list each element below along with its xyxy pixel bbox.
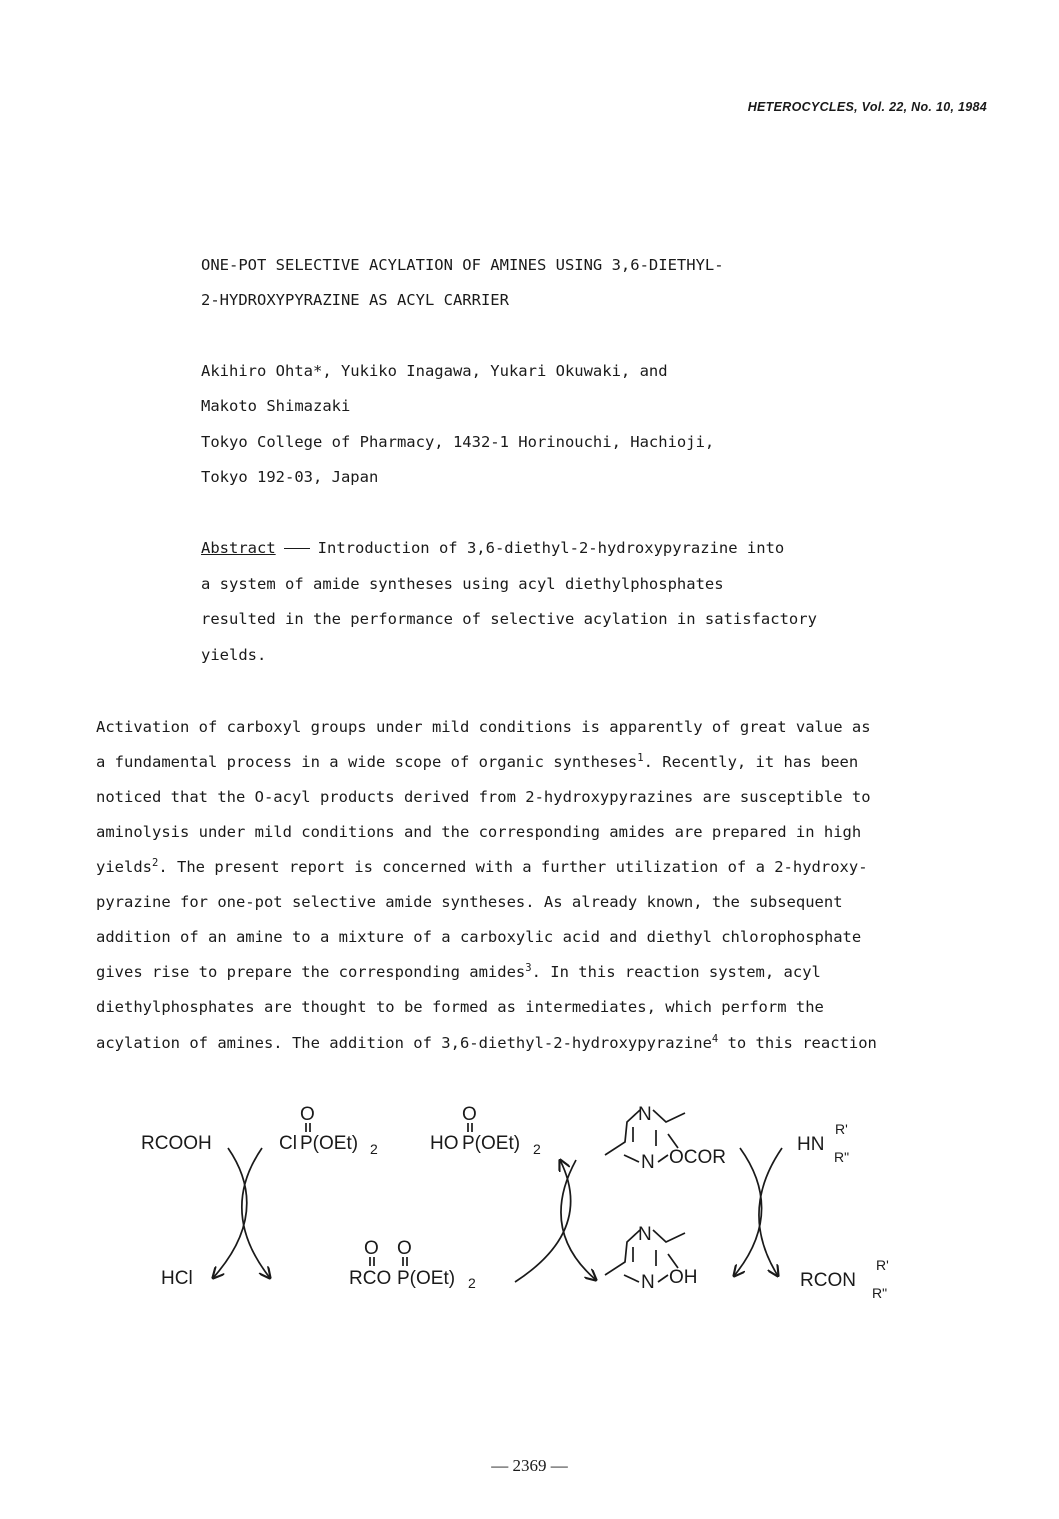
affiliation-line-2: Tokyo 192-03, Japan [201,468,379,486]
abstract-line-4: yields. [201,646,267,664]
nitrogen-label: N [638,1104,652,1125]
body-text: yields [96,858,152,876]
authors-line-1: Akihiro Ohta*, Yukiko Inagawa, Yukari Okuwaki, and [201,362,668,380]
chloro-label: Cl [279,1133,297,1154]
abstract-line-1 [201,539,784,557]
reaction-scheme [0,1090,1059,1320]
body-text: . The present report is concerned with a further utilization of a 2-hydroxy- [158,858,868,876]
acyl-label: RCO [349,1268,392,1289]
page-number: — 2369 — [491,1456,568,1475]
oh-label: OH [669,1267,698,1288]
nitrogen-label: N [641,1272,655,1293]
amide-product [800,1257,889,1301]
reference-4: 4 [711,1033,719,1045]
body-line-1: Activation of carboxyl groups under mild conditions is apparently of great value as [96,718,871,736]
body-text: to this reaction [718,1034,877,1052]
phosphate-label: P(OEt) [462,1133,521,1154]
affiliation-line-1: Tokyo College of Pharmacy, 1432-1 Horinouchi, Hachioji, [201,433,715,451]
ocor-label: OCOR [669,1147,726,1168]
diethylphosphate-reagent [430,1104,541,1157]
oxygen-label: O [397,1238,412,1259]
subscript-2: 2 [370,1141,378,1157]
body-text: acylation of amines. The addition of 3,6-diethyl-2-hydroxypyrazine [96,1034,712,1052]
reference-1: 1 [637,752,644,764]
body-line-3: noticed that the O-acyl products derived from 2-hydroxypyrazines are susceptible to [96,788,871,806]
body-line-7: addition of an amine to a mixture of a carboxylic acid and diethyl chlorophosphate [96,928,862,946]
r-prime-label: R' [835,1121,848,1137]
oxygen-label: O [300,1104,315,1125]
paper-title-line-2: 2-HYDROXYPYRAZINE AS ACYL CARRIER [201,291,509,309]
abstract-line-2: a system of amide syntheses using acyl diethylphosphates [201,575,724,593]
nitrogen-label: N [638,1224,652,1245]
hydroxy-label: HO [430,1133,459,1154]
body-text: gives rise to prepare the corresponding amides [96,963,526,981]
r-double-prime-label: R" [872,1285,888,1301]
body-line-5 [96,858,868,876]
r-double-prime-label: R" [834,1149,850,1165]
reference-2: 2 [152,857,159,869]
body-text: . In this reaction system, acyl [531,963,821,981]
acyl-phosphate-intermediate [349,1238,476,1291]
body-line-4: aminolysis under mild conditions and the corresponding amides are prepared in high [96,823,862,841]
reaction-arrow-3a [734,1148,762,1276]
hcl-product: HCl [161,1268,193,1289]
journal-citation: HETEROCYCLES, Vol. 22, No. 10, 1984 [747,100,987,114]
amine-reagent [797,1121,849,1165]
hydroxypyrazine-carrier [605,1224,698,1293]
abstract-line-3: resulted in the performance of selective acylation in satisfactory [201,610,817,628]
reference-3: 3 [525,962,532,974]
hn-label: HN [797,1134,825,1155]
subscript-2: 2 [468,1275,476,1291]
reaction-arrow-3b [759,1148,782,1276]
chlorophosphate-reagent [279,1104,378,1157]
abstract-dash [284,548,310,549]
reaction-arrow-2b [561,1160,596,1280]
body-line-9: diethylphosphates are thought to be formed as intermediates, which perform the [96,998,824,1016]
authors-line-2: Makoto Shimazaki [201,397,351,415]
body-text: a fundamental process in a wide scope of organic syntheses [96,753,638,771]
paper-title-line-1: ONE-POT SELECTIVE ACYLATION OF AMINES USING 3,6-DIETHYL- [201,256,724,274]
body-line-2 [96,753,858,771]
abstract-label: Abstract [201,539,276,557]
body-line-10 [96,1034,877,1052]
oxygen-label: O [364,1238,379,1259]
body-line-8 [96,963,821,981]
body-line-6: pyrazine for one-pot selective amide syntheses. As already known, the subsequent [96,893,843,911]
subscript-2: 2 [533,1141,541,1157]
body-text: . Recently, it has been [643,753,859,771]
phosphate-label: P(OEt) [300,1133,359,1154]
oxygen-label: O [462,1104,477,1125]
phosphate-label: P(OEt) [397,1268,456,1289]
abstract-text-1: Introduction of 3,6-diethyl-2-hydroxypyrazine into [317,539,785,557]
rcon-label: RCON [800,1270,856,1291]
acylated-pyrazine [605,1104,726,1173]
rcooh-reagent: RCOOH [141,1133,212,1154]
nitrogen-label: N [641,1152,655,1173]
r-prime-label: R' [876,1257,889,1273]
